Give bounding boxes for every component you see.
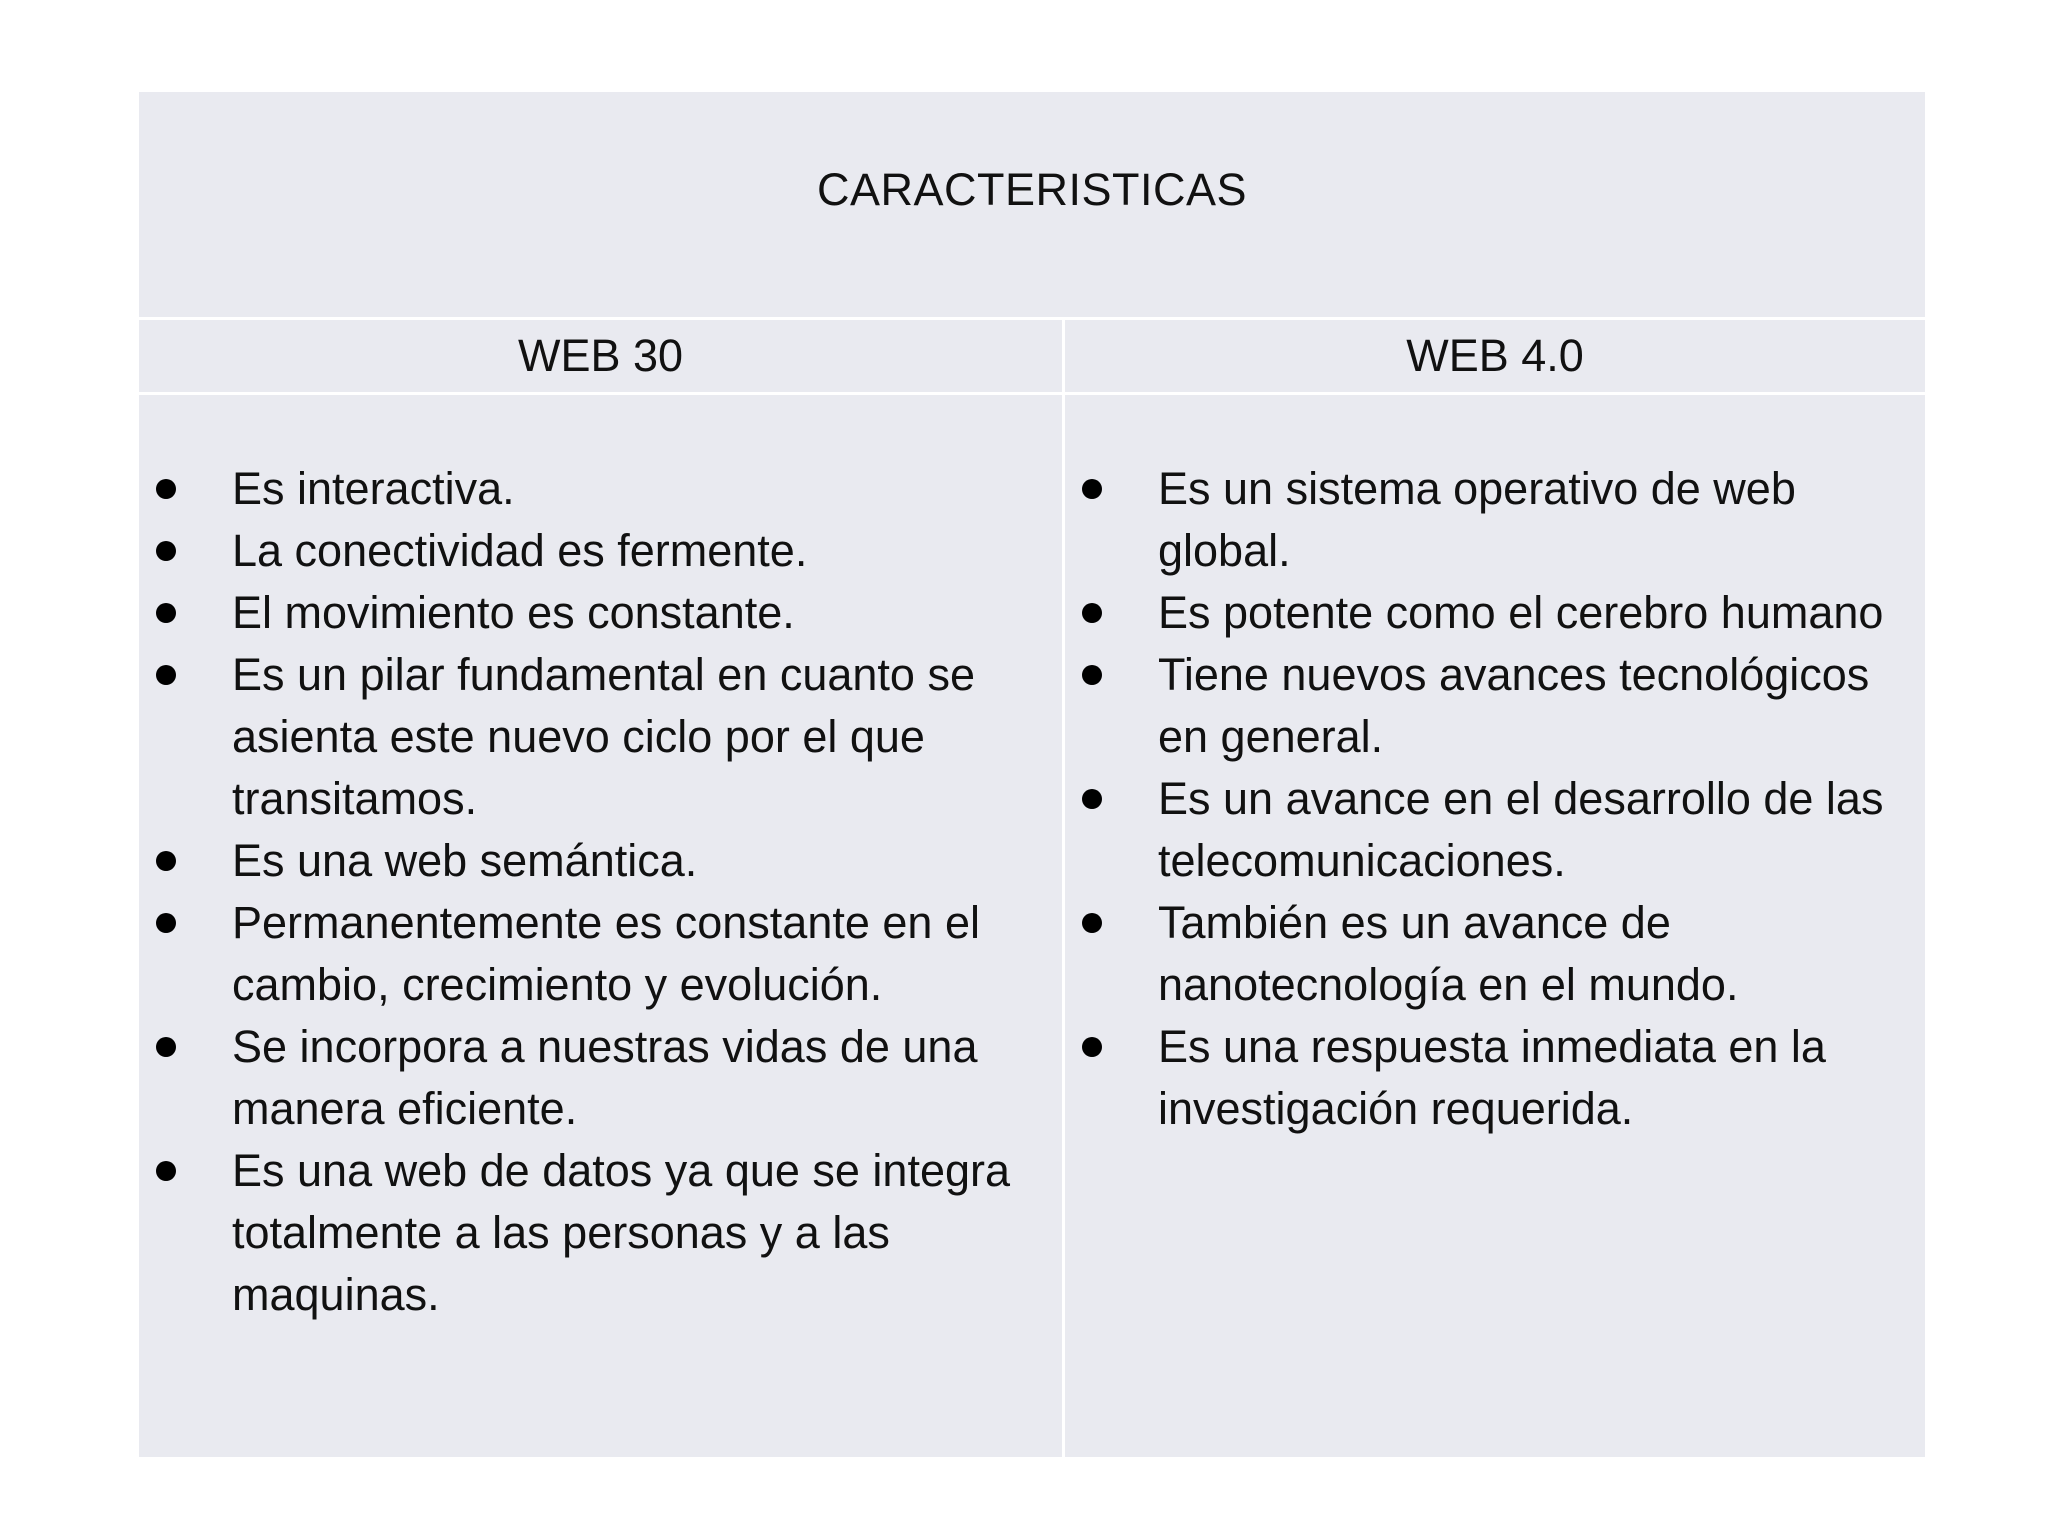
bullet-icon	[156, 913, 176, 933]
bullet-icon	[1082, 1037, 1102, 1057]
list-item	[139, 520, 1039, 582]
list-item	[139, 1016, 1039, 1140]
list-item-text: Es una web de datos ya que se integra totalmente a las personas y a las maquinas.	[232, 1145, 1011, 1320]
column-header-web-30: WEB 30	[517, 330, 684, 381]
list-item	[139, 892, 1039, 1016]
bullet-icon	[1082, 665, 1102, 685]
list-item	[1065, 644, 1925, 768]
table-title: CARACTERISTICAS	[816, 164, 1248, 215]
list-item-text: Es una web semántica.	[232, 835, 698, 886]
list-item	[139, 830, 1039, 892]
list-item	[139, 582, 1039, 644]
header-divider	[139, 392, 1925, 395]
list-item-text: La conectividad es fermente.	[232, 525, 808, 576]
list-item	[1065, 892, 1925, 1016]
list-item	[1065, 582, 1925, 644]
bullet-icon	[156, 479, 176, 499]
list-item-text: También es un avance de nanotecnología en el mundo.	[1158, 897, 1739, 1010]
bullet-icon	[156, 851, 176, 871]
list-item	[1065, 458, 1925, 582]
list-item	[139, 1140, 1039, 1326]
list-item	[139, 458, 1039, 520]
bullet-icon	[156, 665, 176, 685]
table-title-row	[139, 92, 1925, 317]
list-item-text: Permanentemente es constante en el cambio, crecimiento y evolución.	[232, 897, 980, 1010]
web-40-characteristics-list	[1065, 458, 1925, 1140]
comparison-table	[139, 92, 1925, 1457]
list-item-text: El movimiento es constante.	[232, 587, 795, 638]
list-item	[1065, 768, 1925, 892]
bullet-icon	[1082, 789, 1102, 809]
list-item-text: Tiene nuevos avances tecnológicos en general.	[1158, 649, 1870, 762]
bullet-icon	[156, 603, 176, 623]
column-header-web-40: WEB 4.0	[1406, 330, 1584, 381]
list-item-text: Es un avance en el desarrollo de las telecomunicaciones.	[1158, 773, 1884, 886]
list-item-text: Es una respuesta inmediata en la investigación requerida.	[1158, 1021, 1826, 1134]
list-item	[139, 644, 1039, 830]
bullet-icon	[1082, 479, 1102, 499]
list-item	[1065, 1016, 1925, 1140]
list-item-text: Es potente como el cerebro humano	[1158, 587, 1884, 638]
list-item-text: Es un pilar fundamental en cuanto se asienta este nuevo ciclo por el que transitamos.	[232, 649, 975, 824]
bullet-icon	[156, 1161, 176, 1181]
bullet-icon	[156, 541, 176, 561]
bullet-icon	[156, 1037, 176, 1057]
bullet-icon	[1082, 603, 1102, 623]
list-item-text: Es un sistema operativo de web global.	[1158, 463, 1796, 576]
bullet-icon	[1082, 913, 1102, 933]
list-item-text: Se incorpora a nuestras vidas de una manera eficiente.	[232, 1021, 978, 1134]
list-item-text: Es interactiva.	[232, 463, 515, 514]
web-30-characteristics-list	[139, 458, 1039, 1326]
